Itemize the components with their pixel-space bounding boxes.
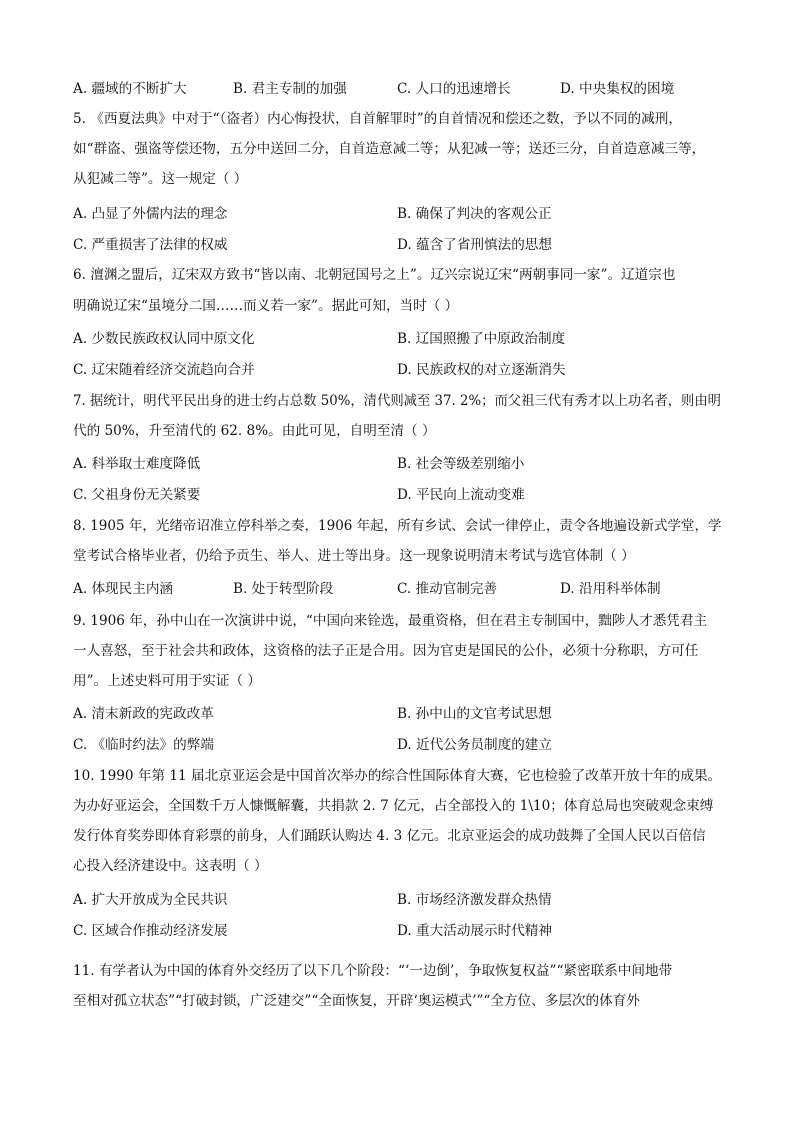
q11-stem-line-1: 11. 有学者认为中国的体育外交经历了以下几个阶段：“‘一边倒’，争取恢复权益”“紧密联系中间地带	[73, 963, 673, 979]
q11-stem-line-2: 至相对孤立状态”“打破封锁，广泛建交”“全面恢复，开辟‘奥运模式’”“全方位、多层次的体育外	[73, 993, 640, 1009]
q10-stem-line-4: 心投入经济建设中。这表明（ ）	[73, 858, 268, 874]
q10-option-d: D. 重大活动展示时代精神	[397, 923, 552, 939]
q5-option-a: A. 凸显了外儒内法的理念	[73, 206, 228, 222]
q10-option-a: A. 扩大开放成为全民共识	[73, 892, 228, 908]
q8-stem-line-1: 8. 1905 年，光绪帝诏准立停科举之奏，1906 年起，所有乡试、会试一律停止，责令各地遍设新式学堂，学	[73, 518, 722, 534]
q7-stem-line-2: 代的 50%，升至清代的 62. 8%。由此可见，自明至清（ ）	[73, 423, 436, 439]
q8-option-b: B. 处于转型阶段	[233, 581, 334, 597]
q5-option-b: B. 确保了判决的客观公正	[397, 206, 552, 222]
q9-option-c: C. 《临时约法》的弊端	[73, 737, 214, 753]
q8-stem-line-2: 堂考试合格毕业者，仍给予贡生、举人、进士等出身。这一现象说明清末考试与选官体制（ ）	[73, 548, 635, 564]
q9-stem-line-2: 一人喜怒，至于社会共和政体，这资格的法子正是合用。因为官吏是国民的公仆，必须十分称职，方可任	[73, 643, 699, 659]
q10-stem-line-2: 为办好亚运会，全国数千万人慷慨解囊，共捐款 2. 7 亿元，占全部投入的 1\10；体育总局也突破观念束缚	[73, 798, 714, 814]
q6-option-b: B. 辽国照搬了中原政治制度	[397, 331, 566, 347]
q6-stem-line-2: 明确说辽宋“虽境分二国……而义若一家”。据此可知，当时（ ）	[73, 298, 459, 314]
q6-option-d: D. 民族政权的对立逐渐消失	[397, 362, 566, 378]
q8-option-c: C. 推动官制完善	[397, 581, 498, 597]
q4-option-c: C. 人口的迅速增长	[397, 81, 511, 97]
q8-option-d: D. 沿用科举体制	[560, 581, 661, 597]
q5-stem-line-1: 5. 《西夏法典》中对于“（盗者）内心悔投状，自首解罪时”的自首情况和偿还之数，予以不同的减刑，	[73, 111, 682, 127]
q9-option-d: D. 近代公务员制度的建立	[397, 737, 552, 753]
q10-stem-line-3: 发行体育奖券即体育彩票的前身，人们踊跃认购达 4. 3 亿元。北京亚运会的成功鼓舞了全国人民以百倍信	[73, 828, 706, 844]
q6-option-a: A. 少数民族政权认同中原文化	[73, 331, 255, 347]
q9-stem-line-1: 9. 1906 年，孙中山在一次演讲中说，“中国向来铨选，最重资格，但在君主专制国中，黜陟人才悉凭君主	[73, 613, 708, 629]
q7-option-d: D. 平民向上流动变难	[397, 487, 525, 503]
q7-stem-line-1: 7. 据统计，明代平民出身的进士约占总数 50%，清代则减至 37. 2%；而父祖三代有秀才以上功名者，则由明	[73, 393, 721, 409]
q7-option-c: C. 父祖身份无关紧要	[73, 487, 201, 503]
q5-option-c: C. 严重损害了法律的权威	[73, 237, 228, 253]
q9-stem-line-3: 用”。上述史料可用于实证（ ）	[73, 673, 261, 689]
q4-option-b: B. 君主专制的加强	[233, 81, 347, 97]
q6-option-c: C. 辽宋随着经济交流趋向合并	[73, 362, 255, 378]
q5-stem-line-3: 从犯减二等”。这一规定（ ）	[73, 171, 248, 187]
q9-option-b: B. 孙中山的文官考试思想	[397, 706, 552, 722]
q5-option-d: D. 蕴含了省刑慎法的思想	[397, 237, 552, 253]
q7-option-b: B. 社会等级差别缩小	[397, 456, 525, 472]
q8-option-a: A. 体现民主内涵	[73, 581, 174, 597]
q10-option-b: B. 市场经济激发群众热情	[397, 892, 552, 908]
q7-option-a: A. 科举取士难度降低	[73, 456, 201, 472]
q5-stem-line-2: 如“群盗、强盗等偿还物，五分中送回二分，自首造意减二等；从犯减一等；送还三分，自首造意减三等，	[73, 141, 706, 157]
q10-stem-line-1: 10. 1990 年第 11 届北京亚运会是中国首次举办的综合性国际体育大赛，它也检验了改革开放十年的成果。	[73, 768, 722, 784]
q4-option-d: D. 中央集权的困境	[560, 81, 675, 97]
q4-option-a: A. 疆域的不断扩大	[73, 81, 187, 97]
q10-option-c: C. 区域合作推动经济发展	[73, 923, 228, 939]
q9-option-a: A. 清末新政的宪政改革	[73, 706, 214, 722]
q6-stem-line-1: 6. 澶渊之盟后，辽宋双方致书“皆以南、北朝冠国号之上”。辽兴宗说辽宋“两朝事同一家”。辽道宗也	[73, 267, 676, 283]
